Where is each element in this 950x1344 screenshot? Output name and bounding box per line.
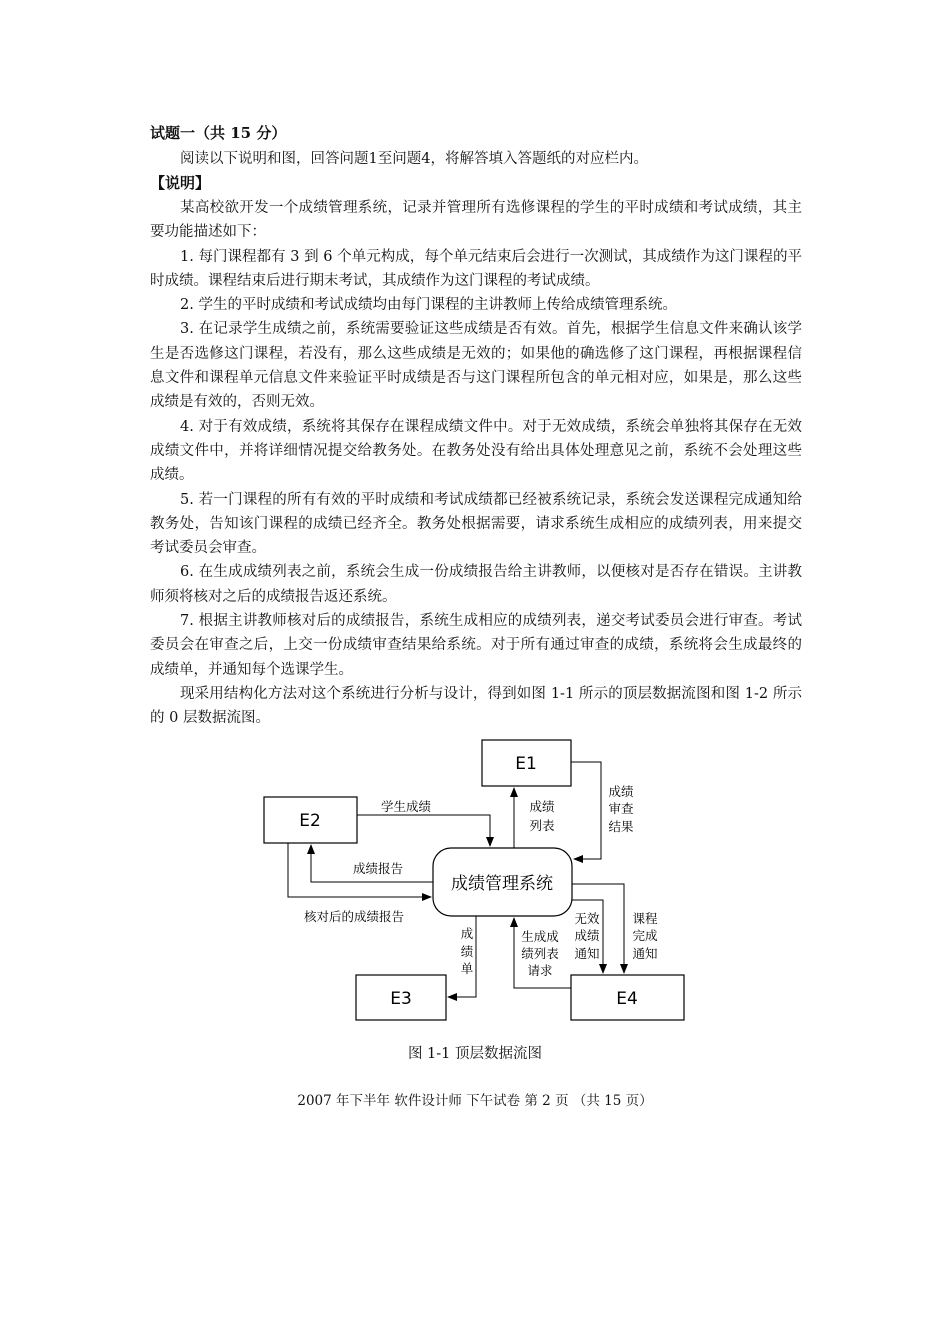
- figure-caption: 图 1-1 顶层数据流图: [407, 1046, 543, 1062]
- flow-label-complete-notice-2: 完成: [632, 928, 658, 943]
- description-body: [150, 196, 802, 731]
- flow-label-complete-notice-3: 通知: [632, 946, 658, 961]
- page-footer: 2007 年下半年 软件设计师 下午试卷 第 2 页 （共 15 页）: [297, 1093, 653, 1109]
- flow-label-score-list-1: 成绩: [529, 799, 555, 814]
- flow-label-invalid-notice-2: 成绩: [574, 928, 600, 943]
- flow-label-transcript-2: 绩: [460, 944, 474, 959]
- flow-label-gen-request-3: 请求: [527, 963, 553, 978]
- flow-label-gen-request-2: 绩列表: [521, 946, 559, 961]
- question-heading: 试题一（共 15 分）: [150, 124, 287, 142]
- entity-e2-label: E2: [299, 811, 321, 831]
- section-label: 【说明】: [150, 174, 211, 192]
- data-flow-diagram: [262, 738, 688, 1024]
- flow-label-invalid-notice-3: 通知: [574, 946, 600, 961]
- paragraph: 7. 根据主讲教师核对后的成绩报告，系统生成相应的成绩列表，递交考试委员会进行审查。考试委员会在审查之后，上交一份成绩审查结果给系统。对于所有通过审查的成绩，系统将会生成最终的成绩单，并通知每个选课学生。: [150, 613, 802, 678]
- flow-label-transcript-1: 成: [460, 926, 474, 941]
- paragraph: 3. 在记录学生成绩之前，系统需要验证这些成绩是否有效。首先，根据学生信息文件来确认该学生是否选修这门课程，若没有，那么这些成绩是无效的；如果他的确选修了这门课程，再根据课程信息文件和课程单元信息文件来验证平时成绩是否与这门课程所包含的单元相对应，如果是，那么这些成绩是有效的，否则无效。: [150, 321, 802, 411]
- flow-label-score-list-2: 列表: [529, 818, 555, 833]
- flow-label-review-result-1: 成绩: [608, 784, 634, 799]
- flow-student-scores: [357, 815, 490, 846]
- process-label: 成绩管理系统: [451, 874, 553, 894]
- paragraph: 1. 每门课程都有 3 到 6 个单元构成，每个单元结束后会进行一次测试，其成绩作为这门课程的平时成绩。课程结束后进行期末考试，其成绩作为这门课程的考试成绩。: [150, 248, 802, 289]
- flow-label-invalid-notice-1: 无效: [574, 911, 600, 926]
- entity-e4-label: E4: [616, 989, 638, 1009]
- paragraph: 4. 对于有效成绩，系统将其保存在课程成绩文件中。对于无效成绩，系统会单独将其保存在无效成绩文件中，并将详细情况提交给教务处。在教务处没有给出具体处理意见之前，系统不会处理这些成绩。: [150, 418, 802, 484]
- flow-label-review-result-2: 审查: [608, 801, 634, 816]
- paragraph: 某高校欲开发一个成绩管理系统，记录并管理所有选修课程的学生的平时成绩和考试成绩，其主要功能描述如下：: [150, 200, 802, 241]
- flow-label-gen-request-1: 生成成: [521, 929, 559, 944]
- flow-review-result: [571, 762, 601, 859]
- paragraph: 6. 在生成成绩列表之前，系统会生成一份成绩报告给主讲教师，以便核对是否存在错误。主讲教师须将核对之后的成绩报告返还系统。: [150, 564, 802, 605]
- paragraph: 2. 学生的平时成绩和考试成绩均由每门课程的主讲教师上传给成绩管理系统。: [180, 297, 677, 314]
- flow-label-complete-notice-1: 课程: [632, 911, 658, 926]
- flow-label-transcript-3: 单: [460, 961, 474, 976]
- paragraph: 现采用结构化方法对这个系统进行分析与设计，得到如图 1-1 所示的顶层数据流图和图 1-2 所示的 0 层数据流图。: [150, 685, 802, 727]
- paragraph: 5. 若一门课程的所有有效的平时成绩和考试成绩都已经被系统记录，系统会发送课程完成通知给教务处，告知该门课程的成绩已经齐全。教务处根据需要，请求系统生成相应的成绩列表，用来提交考试委员会审查。: [150, 491, 802, 557]
- entity-e1-label: E1: [515, 754, 537, 774]
- flow-label-verified-report: 核对后的成绩报告: [303, 909, 405, 924]
- entity-e3-label: E3: [390, 989, 412, 1009]
- flow-label-student-scores: 学生成绩: [380, 799, 432, 814]
- flow-label-score-report: 成绩报告: [352, 861, 404, 876]
- flow-label-review-result-3: 结果: [608, 819, 634, 834]
- instruction-text: 阅读以下说明和图，回答问题1至问题4，将解答填入答题纸的对应栏内。: [180, 151, 648, 167]
